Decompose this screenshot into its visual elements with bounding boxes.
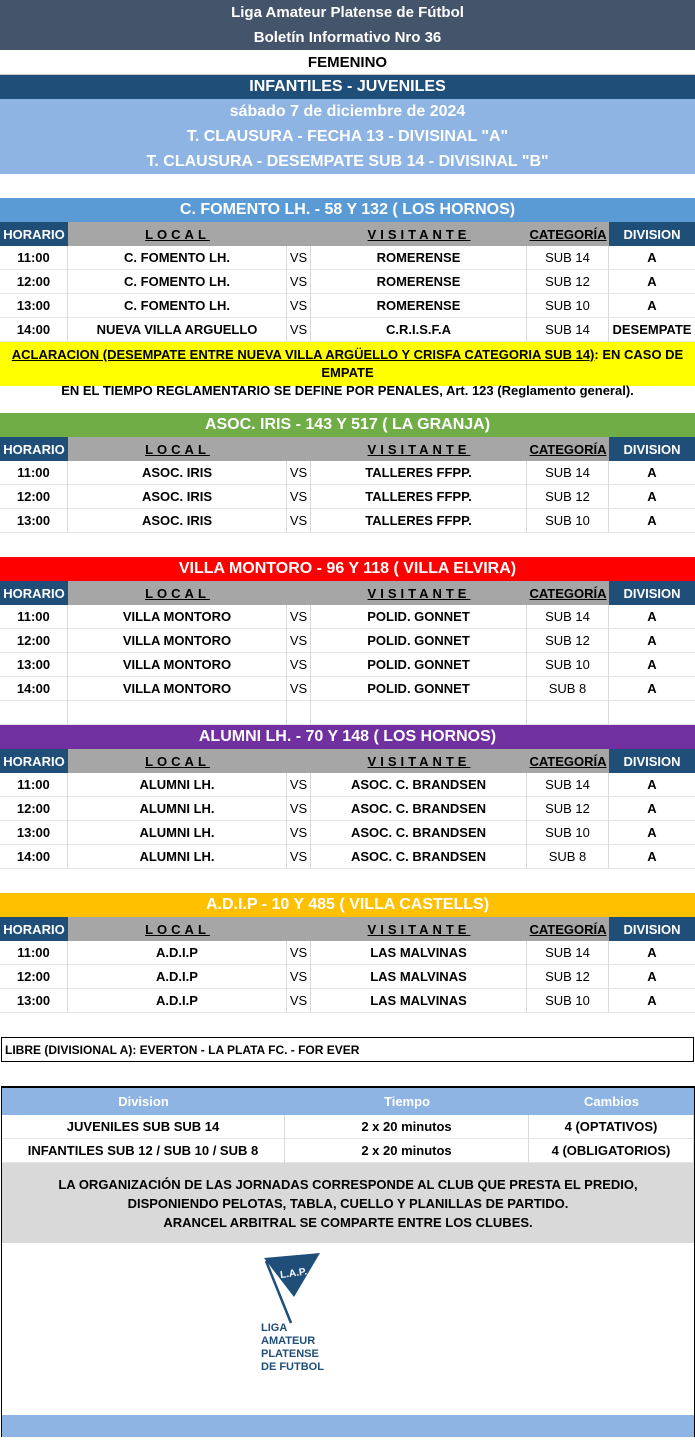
summary-col-tiempo: Tiempo [384,1094,430,1109]
match-division: A [609,653,695,677]
col-division: DIVISION [609,917,695,941]
match-row [0,246,695,270]
match-category: SUB 8 [527,845,609,869]
match-category: SUB 10 [527,509,609,533]
match-vs: VS [287,653,311,677]
match-visitor: ASOC. C. BRANDSEN [311,797,527,821]
match-category: SUB 14 [527,246,609,270]
match-local: A.D.I.P [68,941,287,965]
col-division: DIVISION [609,222,695,246]
match-time: 11:00 [0,941,68,965]
match-local: ASOC. IRIS [68,509,287,533]
match-local: ALUMNI LH. [68,773,287,797]
venue-title: ASOC. IRIS - 143 Y 517 ( LA GRANJA) [0,413,695,437]
match-division: A [609,461,695,485]
logo-line: PLATENSE [261,1348,319,1360]
organization-note [2,1163,694,1243]
match-division: A [609,773,695,797]
empty-cell [609,701,695,725]
col-blank [287,581,311,605]
match-row [0,270,695,294]
summary-col-cambios: Cambios [584,1094,639,1109]
match-row [0,677,695,701]
col-horario: HORARIO [0,437,68,461]
col-blank [287,222,311,246]
match-vs: VS [287,677,311,701]
match-vs: VS [287,773,311,797]
match-row [0,797,695,821]
note-line2: EN EL TIEMPO REGLAMENTARIO SE DEFINE POR PENALES, Art. 123 (Reglamento general). [61,383,634,398]
match-local: ASOC. IRIS [68,485,287,509]
logo-line: AMATEUR [261,1335,316,1347]
venue-title: ALUMNI LH. - 70 Y 148 ( LOS HORNOS) [0,725,695,749]
match-time: 13:00 [0,653,68,677]
match-row [0,605,695,629]
empty-cell [527,701,609,725]
match-visitor: ROMERENSE [311,246,527,270]
col-local: LOCAL [145,226,210,242]
match-visitor: POLID. GONNET [311,677,527,701]
spacer [0,1013,695,1037]
col-categoria: CATEGORÍA [529,753,607,769]
tournament-b: T. CLAUSURA - DESEMPATE SUB 14 - DIVISINAL "B" [0,149,695,174]
org-note-line: ARANCEL ARBITRAL SE COMPARTE ENTRE LOS CLUBES. [163,1215,533,1230]
match-row [0,294,695,318]
match-vs: VS [287,845,311,869]
match-local: A.D.I.P [68,989,287,1013]
match-local: C. FOMENTO LH. [68,294,287,318]
match-time: 12:00 [0,270,68,294]
match-category: SUB 10 [527,294,609,318]
match-category: SUB 14 [527,941,609,965]
match-category: SUB 14 [527,318,609,342]
match-visitor: POLID. GONNET [311,653,527,677]
col-blank [287,749,311,773]
match-visitor: ASOC. C. BRANDSEN [311,773,527,797]
summary-cambios: 4 (OPTATIVOS) [529,1115,694,1139]
match-vs: VS [287,605,311,629]
col-categoria: CATEGORÍA [529,441,607,457]
summary-row [2,1115,694,1139]
match-row [0,941,695,965]
venue-title: C. FOMENTO LH. - 58 Y 132 ( LOS HORNOS) [0,198,695,222]
match-row [0,629,695,653]
tiebreak-note [0,342,695,398]
match-time: 12:00 [0,629,68,653]
col-local: LOCAL [145,921,210,937]
column-header [0,222,695,246]
match-category: SUB 8 [527,677,609,701]
match-vs: VS [287,989,311,1013]
col-categoria: CATEGORÍA [529,921,607,937]
match-local: ALUMNI LH. [68,797,287,821]
col-visitante: VISITANTE [367,226,471,242]
empty-cell [287,701,311,725]
libre-line: LIBRE (DIVISIONAL A): EVERTON - LA PLATA FC. - FOR EVER [1,1037,694,1062]
match-time: 14:00 [0,318,68,342]
column-header [0,437,695,461]
col-categoria: CATEGORÍA [529,585,607,601]
match-division: A [609,821,695,845]
note-rest: : EN CASO DE EMPATE [321,347,684,380]
match-category: SUB 14 [527,773,609,797]
column-header [0,917,695,941]
league-title: Liga Amateur Platense de Fútbol [0,0,695,25]
match-time: 14:00 [0,845,68,869]
match-division: A [609,845,695,869]
match-visitor: ASOC. C. BRANDSEN [311,821,527,845]
bulletin-title: Boletín Informativo Nro 36 [0,25,695,50]
summary-col-division: Division [118,1094,169,1109]
logo-line: LIGA [261,1322,288,1334]
match-time: 12:00 [0,485,68,509]
match-division: A [609,797,695,821]
empty-cell [0,701,68,725]
match-local: ASOC. IRIS [68,461,287,485]
match-division: A [609,965,695,989]
match-category: SUB 10 [527,989,609,1013]
spacer [0,1062,695,1086]
col-blank [287,917,311,941]
match-division: DESEMPATE [609,318,695,342]
match-time: 14:00 [0,677,68,701]
match-division: A [609,605,695,629]
match-visitor: POLID. GONNET [311,605,527,629]
match-vs: VS [287,318,311,342]
match-row [0,509,695,533]
match-local: VILLA MONTORO [68,677,287,701]
match-local: ALUMNI LH. [68,821,287,845]
match-vs: VS [287,461,311,485]
match-time: 12:00 [0,965,68,989]
match-vs: VS [287,246,311,270]
category-title: FEMENINO [0,50,695,75]
col-local: LOCAL [145,585,210,601]
match-visitor: ROMERENSE [311,294,527,318]
match-division: A [609,989,695,1013]
logo-line: DE FUTBOL [261,1361,324,1373]
match-time: 11:00 [0,773,68,797]
match-row [0,989,695,1013]
col-visitante: VISITANTE [367,921,471,937]
col-division: DIVISION [609,749,695,773]
col-blank [287,437,311,461]
match-time: 13:00 [0,294,68,318]
match-visitor: C.R.I.S.F.A [311,318,527,342]
col-visitante: VISITANTE [367,585,471,601]
match-visitor: LAS MALVINAS [311,989,527,1013]
summary-table [1,1086,695,1437]
empty-row [0,701,695,725]
match-division: A [609,509,695,533]
match-division: A [609,677,695,701]
match-local: VILLA MONTORO [68,653,287,677]
match-visitor: TALLERES FFPP. [311,509,527,533]
match-row [0,845,695,869]
match-row [0,461,695,485]
match-vs: VS [287,509,311,533]
match-vs: VS [287,629,311,653]
col-horario: HORARIO [0,222,68,246]
match-time: 11:00 [0,605,68,629]
match-category: SUB 12 [527,270,609,294]
date-line: sábado 7 de diciembre de 2024 [0,99,695,124]
match-local: NUEVA VILLA ARGUELLO [68,318,287,342]
col-division: DIVISION [609,437,695,461]
match-vs: VS [287,965,311,989]
match-division: A [609,270,695,294]
match-category: SUB 14 [527,461,609,485]
col-division: DIVISION [609,581,695,605]
match-time: 13:00 [0,509,68,533]
match-local: VILLA MONTORO [68,605,287,629]
column-header [0,749,695,773]
col-visitante: VISITANTE [367,753,471,769]
col-visitante: VISITANTE [367,441,471,457]
match-local: A.D.I.P [68,965,287,989]
summary-tiempo: 2 x 20 minutos [285,1139,529,1163]
match-local: VILLA MONTORO [68,629,287,653]
match-division: A [609,485,695,509]
col-local: LOCAL [145,441,210,457]
match-division: A [609,941,695,965]
summary-tiempo: 2 x 20 minutos [285,1115,529,1139]
match-visitor: LAS MALVINAS [311,965,527,989]
tournament-a: T. CLAUSURA - FECHA 13 - DIVISINAL "A" [0,124,695,149]
col-horario: HORARIO [0,917,68,941]
col-horario: HORARIO [0,581,68,605]
match-division: A [609,294,695,318]
match-time: 11:00 [0,461,68,485]
match-visitor: TALLERES FFPP. [311,485,527,509]
col-categoria: CATEGORÍA [529,226,607,242]
empty-cell [311,701,527,725]
summary-division: JUVENILES SUB SUB 14 [2,1115,285,1139]
match-time: 13:00 [0,821,68,845]
spacer [0,174,695,198]
spacer [0,533,695,557]
match-category: SUB 12 [527,965,609,989]
match-category: SUB 12 [527,629,609,653]
summary-cambios: 4 (OBLIGATORIOS) [529,1139,694,1163]
logo-flag-text: L.A.P. [279,1266,308,1282]
match-visitor: POLID. GONNET [311,629,527,653]
col-horario: HORARIO [0,749,68,773]
match-visitor: TALLERES FFPP. [311,461,527,485]
venue-title: VILLA MONTORO - 96 Y 118 ( VILLA ELVIRA) [0,557,695,581]
match-vs: VS [287,485,311,509]
spacer [0,869,695,893]
match-vs: VS [287,941,311,965]
match-vs: VS [287,821,311,845]
match-category: SUB 12 [527,485,609,509]
footer-band [2,1415,694,1437]
match-local: C. FOMENTO LH. [68,270,287,294]
match-category: SUB 12 [527,797,609,821]
col-local: LOCAL [145,753,210,769]
match-row [0,965,695,989]
match-visitor: ASOC. C. BRANDSEN [311,845,527,869]
empty-cell [68,701,287,725]
subcategory-title: INFANTILES - JUVENILES [0,75,695,99]
match-visitor: ROMERENSE [311,270,527,294]
match-division: A [609,246,695,270]
match-category: SUB 10 [527,821,609,845]
summary-division: INFANTILES SUB 12 / SUB 10 / SUB 8 [2,1139,285,1163]
match-row [0,318,695,342]
match-local: ALUMNI LH. [68,845,287,869]
summary-header [2,1088,694,1115]
logo-area [2,1243,694,1415]
match-category: SUB 10 [527,653,609,677]
match-row [0,821,695,845]
summary-row [2,1139,694,1163]
match-vs: VS [287,270,311,294]
match-row [0,485,695,509]
match-division: A [609,629,695,653]
org-note-line: DISPONIENDO PELOTAS, TABLA, CUELLO Y PLANILLAS DE PARTIDO. [127,1196,569,1211]
match-local: C. FOMENTO LH. [68,246,287,270]
venue-title: A.D.I.P - 10 Y 485 ( VILLA CASTELLS) [0,893,695,917]
match-row [0,773,695,797]
match-vs: VS [287,797,311,821]
match-time: 12:00 [0,797,68,821]
match-visitor: LAS MALVINAS [311,941,527,965]
match-category: SUB 14 [527,605,609,629]
note-underlined: ACLARACION (DESEMPATE ENTRE NUEVA VILLA ARGÜELLO Y CRISFA CATEGORIA SUB 14) [11,347,595,362]
match-vs: VS [287,294,311,318]
match-time: 11:00 [0,246,68,270]
org-note-line: LA ORGANIZACIÓN DE LAS JORNADAS CORRESPONDE AL CLUB QUE PRESTA EL PREDIO, [58,1177,638,1192]
logo-text [261,1322,324,1374]
match-time: 13:00 [0,989,68,1013]
column-header [0,581,695,605]
match-row [0,653,695,677]
